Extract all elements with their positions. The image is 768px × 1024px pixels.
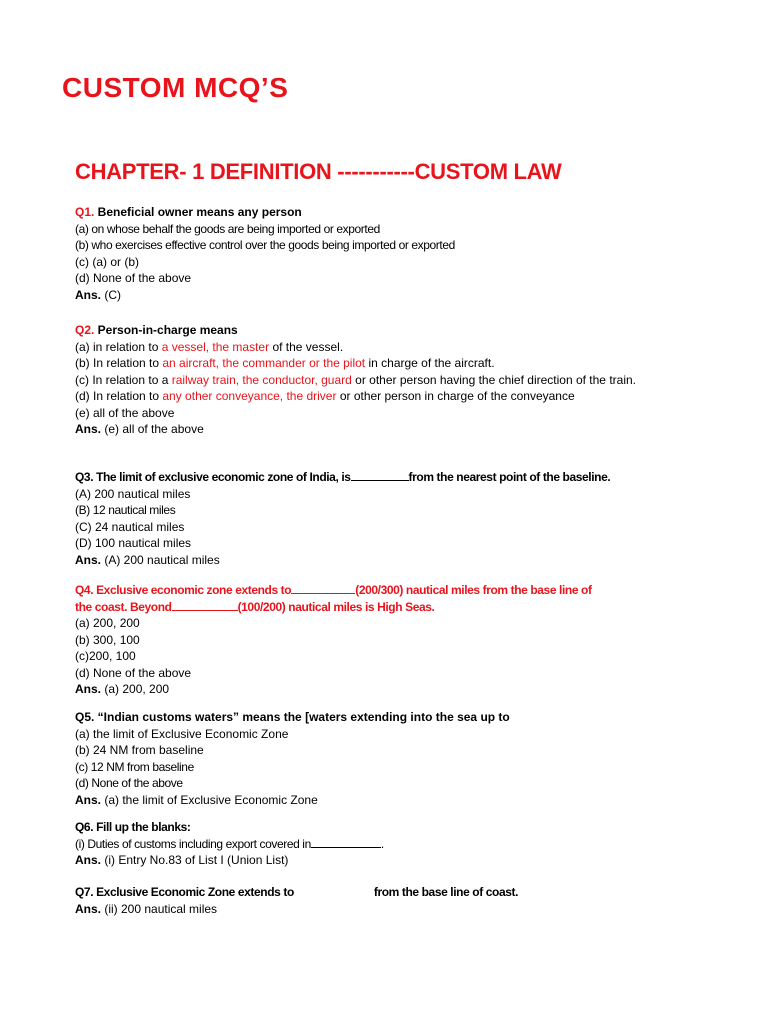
question-6-heading: Q6. Fill up the blanks: [75,820,191,834]
question-5 [75,709,725,808]
question-7 [75,884,725,917]
option-text-end: . [380,836,384,851]
question-4-text: Q4. Exclusive economic zone extends to [75,583,292,597]
question-2-option-e: (e) all of the above [75,405,175,420]
answer-label: Ans. [75,792,102,807]
question-4-option-c: (c)200, 100 [75,649,136,663]
answer-label: Ans. [75,422,102,436]
question-1-heading [75,204,725,221]
chapter-heading: CHAPTER- 1 DEFINITION -----------CUSTOM LAW [75,159,562,184]
question-4 [75,582,725,698]
answer-label: Ans. [75,552,102,567]
answer-value: (i) Entry No.83 of List I (Union List) [101,853,289,867]
question-2-option-b [75,355,725,372]
question-3 [75,469,725,568]
question-7-text: Q7. Exclusive Economic Zone extends to [75,885,294,899]
blank-line [311,837,381,848]
question-1-option-b: (b) who exercises effective control over the goods being imported or exported [75,238,455,252]
option-text: (d) In relation to [75,389,163,403]
answer-value: (a) 200, 200 [101,682,170,696]
question-1-text: Beneficial owner means any person [94,205,302,219]
blank-line [291,583,355,594]
question-5-option-a: (a) the limit of Exclusive Economic Zone [75,726,289,741]
question-2-text: Person-in-charge means [94,323,238,337]
option-highlight: a vessel, the master [161,339,270,354]
question-1-answer [75,287,725,304]
question-1-number: Q1. [75,205,95,219]
option-text: (c) In relation to a [75,372,172,387]
question-2-number: Q2. [75,323,95,337]
question-1-option-d: (d) None of the above [75,271,192,285]
option-text: in charge of the aircraft. [365,356,495,370]
question-5-option-c: (c) 12 NM from baseline [75,759,194,774]
question-7-text-end: from the base line of coast. [373,885,519,899]
question-4-heading-line2 [75,599,725,616]
answer-value: (C) [101,287,122,302]
question-5-option-d: (d) None of the above [75,776,183,790]
answer-label: Ans. [75,901,102,916]
question-3-option-b: (B) 12 nautical miles [75,503,176,517]
answer-label: Ans. [75,682,102,696]
blank-line [351,470,409,481]
question-2-option-c [75,372,725,389]
option-highlight: any other conveyance, the driver [162,389,337,403]
question-1-option-c: (c) (a) or (b) [75,254,139,269]
question-6 [75,819,725,869]
question-5-answer [75,792,725,809]
question-2-answer [75,421,725,438]
question-4-option-a: (a) 200, 200 [75,616,140,630]
question-1-option-a: (a) on whose behalf the goods are being imported or exported [75,221,380,236]
question-3-option-d: (D) 100 nautical miles [75,536,192,550]
option-text: or other person in charge of the conveyance [336,389,575,403]
answer-label: Ans. [75,287,102,302]
question-3-text-end: from the nearest point of the baseline. [408,470,611,484]
option-text: (i) Duties of customs including export covered in [75,836,311,851]
question-3-answer [75,552,725,569]
question-4-heading-line1 [75,582,725,599]
question-3-option-c: (C) 24 nautical miles [75,519,185,534]
question-4-option-d: (d) None of the above [75,665,192,680]
question-4-option-b: (b) 300, 100 [75,632,140,647]
answer-label: Ans. [75,853,102,867]
question-5-heading: Q5. “Indian customs waters” means the [waters extending into the sea up to [75,710,510,724]
question-7-answer [75,901,725,918]
question-5-option-b: (b) 24 NM from baseline [75,743,204,757]
question-2-heading [75,322,725,339]
question-4-text-line2-end: (100/200) nautical miles is High Seas. [237,599,435,614]
question-3-text: Q3. The limit of exclusive economic zone of India, is [75,470,351,484]
question-1 [75,204,725,303]
option-highlight: an aircraft, the commander or the pilot [162,356,366,370]
option-text: or other person having the chief direction of the train. [351,372,636,387]
question-4-text-cont: (200/300) nautical miles from the base line of [355,583,592,597]
question-6-answer [75,852,725,869]
question-6-option-i [75,836,725,853]
blank-line [172,600,238,611]
question-2-option-d [75,388,725,405]
question-4-text-line2: the coast. Beyond [75,599,172,614]
answer-value: (ii) 200 nautical miles [101,901,218,916]
document-title: CUSTOM MCQ’S [62,72,289,103]
question-2-option-a [75,339,725,356]
answer-value: (A) 200 nautical miles [101,552,220,567]
option-text: of the vessel. [269,339,344,354]
option-text: (a) in relation to [75,339,162,354]
option-highlight: railway train, the conductor, guard [171,372,352,387]
question-2 [75,322,725,438]
question-3-heading [75,469,725,486]
question-4-answer [75,681,725,698]
answer-value: (e) all of the above [101,422,204,436]
question-7-heading [75,884,725,901]
question-3-option-a: (A) 200 nautical miles [75,486,191,501]
option-text: (b) In relation to [75,356,163,370]
answer-value: (a) the limit of Exclusive Economic Zone [101,792,318,807]
